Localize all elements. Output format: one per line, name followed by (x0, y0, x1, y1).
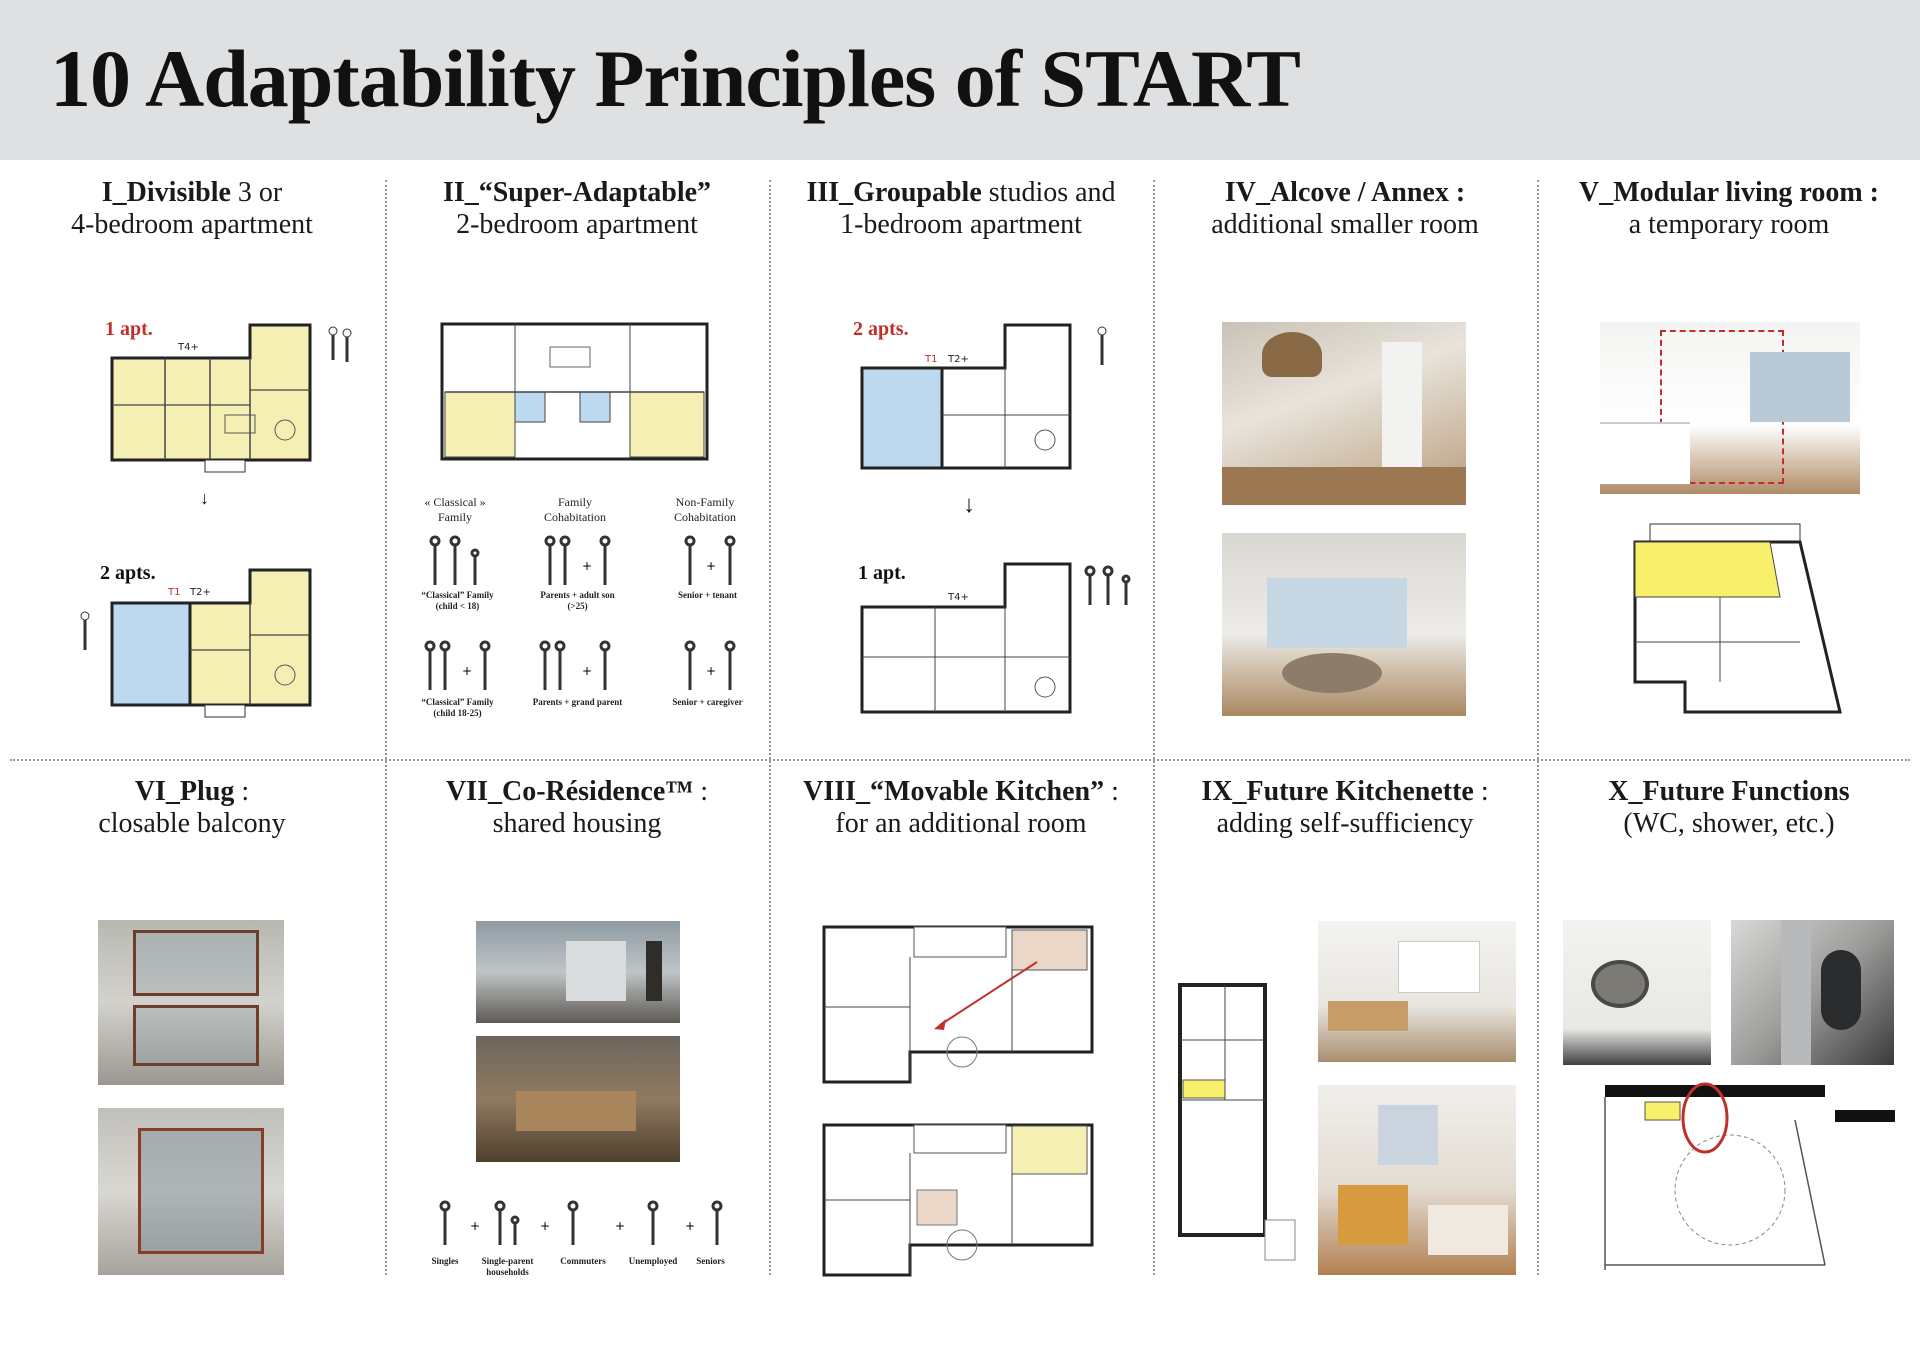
p2-header-classical: « Classical » Family (424, 495, 486, 524)
p9-floorplan (1175, 970, 1300, 1270)
future-functions-photo-2 (1731, 920, 1894, 1065)
down-arrow-icon: ↓ (963, 492, 975, 518)
principle-title-8: VIII_“Movable Kitchen” : for an additional room (803, 776, 1119, 839)
p2-row2-family: Parents + grand parent (532, 697, 623, 707)
svg-text:+: + (685, 1219, 696, 1233)
p3-floorplan-top (860, 320, 1075, 480)
p2-people-row-2 (420, 640, 750, 695)
p2-row1-family: Parents + adult son (>25) (540, 590, 615, 611)
principle-title-6: VI_Plug : closable balcony (98, 776, 286, 839)
principle-title-9: IX_Future Kitchenette : adding self-sufficiency (1201, 776, 1489, 839)
p1-top-label: 1 apt. (105, 318, 153, 340)
principle-title-4: IV_Alcove / Annex : additional smaller room (1211, 177, 1479, 240)
svg-text:+: + (462, 664, 473, 678)
principle-title-3: III_Groupable studios and 1-bedroom apartment (806, 177, 1116, 240)
p1-t1-label: T1 (168, 587, 181, 598)
p5-floorplan (1630, 522, 1845, 717)
p8-floorplan-top (822, 922, 1097, 1087)
principle-title-1: I_Divisible 3 or 4-bedroom apartment (71, 177, 313, 240)
svg-text:+: + (706, 664, 717, 678)
page-title: 10 Adaptability Principles of START (50, 33, 1300, 124)
p7-label-singles: Singles (431, 1256, 459, 1266)
person-icon (1090, 325, 1115, 370)
kitchenette-photo (1318, 921, 1516, 1062)
column-divider (385, 180, 387, 1275)
p3-top-label: 2 apts. (853, 318, 909, 340)
coresidence-photo-1 (476, 921, 680, 1023)
p3-t2-label: T2+ (948, 354, 969, 365)
p7-label-seniors: Seniors (696, 1256, 725, 1266)
row-divider (10, 759, 1910, 761)
column-divider (769, 180, 771, 1275)
principle-title-10: X_Future Functions (WC, shower, etc.) (1608, 776, 1850, 839)
people-icon (1080, 565, 1140, 610)
p3-floorplan-bottom (860, 562, 1075, 717)
p3-bottom-label: 1 apt. (858, 562, 906, 584)
person-icon (325, 325, 355, 375)
p1-bottom-label: 2 apts. (100, 562, 156, 584)
svg-text:+: + (706, 559, 717, 573)
person-icon (75, 610, 95, 660)
principle-title-7: VII_Co-Résidence™ : shared housing (445, 776, 709, 839)
coresidence-photo-2 (476, 1036, 680, 1162)
p2-header-nonfamily: Non-Family Cohabitation (674, 495, 736, 524)
future-functions-photo-1 (1563, 920, 1711, 1065)
p10-floorplan (1565, 1080, 1895, 1280)
svg-text:+: + (615, 1219, 626, 1233)
p2-row2-classical: “Classical” Family (child 18-25) (421, 697, 494, 718)
header (0, 0, 1920, 160)
balcony-photo-2 (98, 1108, 284, 1275)
p1-floorplan-bottom (110, 565, 355, 725)
balcony-photo-1 (98, 920, 284, 1085)
p2-row1-classical: “Classical” Family (child < 18) (421, 590, 494, 611)
svg-text:+: + (470, 1219, 481, 1233)
p8-floorplan-bottom (822, 1120, 1097, 1280)
svg-text:+: + (540, 1219, 551, 1233)
down-arrow-icon: ↓ (200, 488, 209, 508)
principle-title-2: II_“Super-Adaptable” 2-bedroom apartment (442, 177, 712, 240)
p2-header-family: Family Cohabitation (544, 495, 606, 524)
p1-t2-label: T2+ (190, 587, 211, 598)
p2-people-row-1 (420, 535, 750, 590)
column-divider (1153, 180, 1155, 1275)
p7-label-single-parent: Single-parent households (481, 1256, 534, 1277)
svg-text:+: + (582, 559, 593, 573)
modular-living-photo (1600, 322, 1860, 494)
bedroom-photo (1318, 1085, 1516, 1275)
p3-t1-label: T1 (925, 354, 938, 365)
p7-people-row (425, 1200, 735, 1250)
p2-row2-nonfamily: Senior + caregiver (672, 697, 743, 707)
p1-t4-label: T4+ (178, 342, 199, 353)
svg-text:+: + (582, 664, 593, 678)
p7-label-commuters: Commuters (560, 1256, 606, 1266)
alcove-photo-2 (1222, 533, 1466, 716)
column-divider (1537, 180, 1539, 1275)
p2-floorplan (440, 322, 710, 467)
p3-t4-label: T4+ (948, 592, 969, 603)
principle-title-5: V_Modular living room : a temporary room (1579, 177, 1879, 240)
alcove-photo-1 (1222, 322, 1466, 505)
p2-row1-nonfamily: Senior + tenant (678, 590, 737, 600)
p7-label-unemployed: Unemployed (628, 1256, 678, 1266)
p1-floorplan-top (110, 320, 355, 480)
